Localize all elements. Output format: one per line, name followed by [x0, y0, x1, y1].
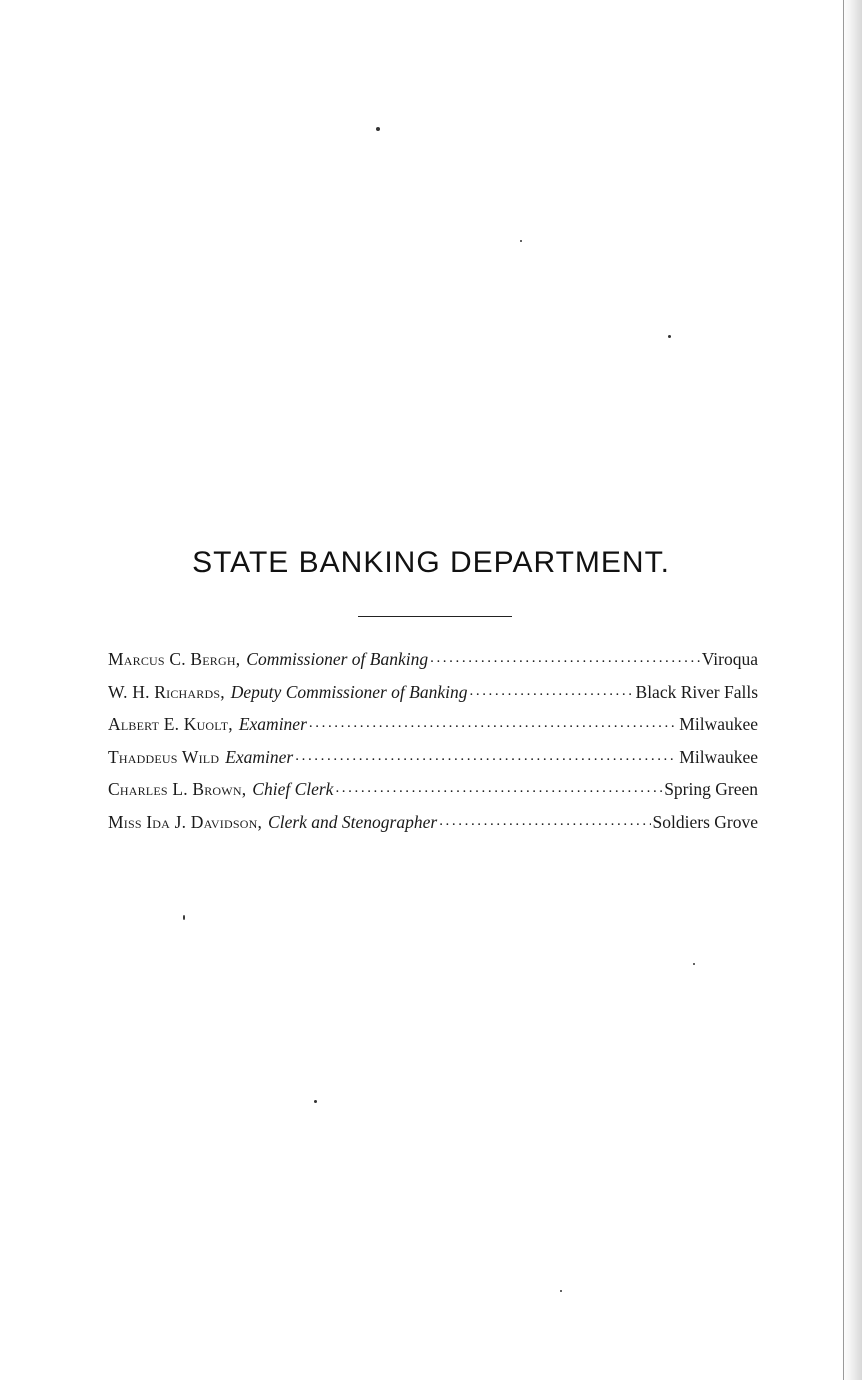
- page-title: STATE BANKING DEPARTMENT.: [192, 546, 670, 579]
- staff-place: Viroqua: [701, 649, 758, 669]
- staff-place: Milwaukee: [679, 746, 758, 767]
- roster-entry: [108, 809, 758, 842]
- ink-speck: [668, 335, 671, 338]
- roster-entry: [108, 679, 758, 712]
- roster-entry: [108, 646, 758, 679]
- staff-place: Spring Green: [664, 779, 758, 799]
- staff-place: Milwaukee: [679, 714, 758, 734]
- staff-name: Thaddeus Wild: [108, 746, 220, 767]
- roster-entry: [108, 776, 758, 809]
- dot-leader: [295, 749, 677, 763]
- staff-role: Examiner: [238, 714, 307, 734]
- roster-entry: [108, 711, 758, 744]
- dot-leader: [439, 814, 650, 828]
- staff-name: W. H. Richards,: [108, 681, 225, 702]
- staff-place: Soldiers Grove: [652, 811, 758, 832]
- dot-leader: [335, 781, 662, 795]
- staff-name: Charles L. Brown,: [108, 779, 247, 799]
- staff-role: Chief Clerk: [252, 779, 334, 799]
- staff-name: Albert E. Kuolt,: [108, 714, 233, 734]
- page-edge-shadow: [842, 0, 862, 1380]
- staff-roster: [108, 646, 758, 841]
- page-edge-line: [843, 0, 844, 1380]
- ink-speck: [183, 915, 185, 920]
- dot-leader: [309, 716, 677, 730]
- dot-leader: [470, 684, 634, 698]
- staff-place: Black River Falls: [635, 681, 758, 702]
- title-divider: [358, 616, 512, 617]
- ink-speck: [693, 963, 695, 965]
- staff-role: Examiner: [225, 746, 294, 767]
- staff-role: Commissioner of Banking: [246, 649, 429, 669]
- dot-leader: [430, 651, 700, 665]
- staff-name: Miss Ida J. Davidson,: [108, 811, 263, 832]
- staff-role: Deputy Commissioner of Banking: [230, 681, 468, 702]
- ink-speck: [560, 1290, 562, 1292]
- roster-entry: [108, 744, 758, 777]
- ink-speck: [520, 240, 522, 242]
- ink-speck: [376, 127, 380, 131]
- ink-speck: [314, 1100, 317, 1103]
- staff-name: Marcus C. Bergh,: [108, 649, 241, 669]
- staff-role: Clerk and Stenographer: [268, 811, 438, 832]
